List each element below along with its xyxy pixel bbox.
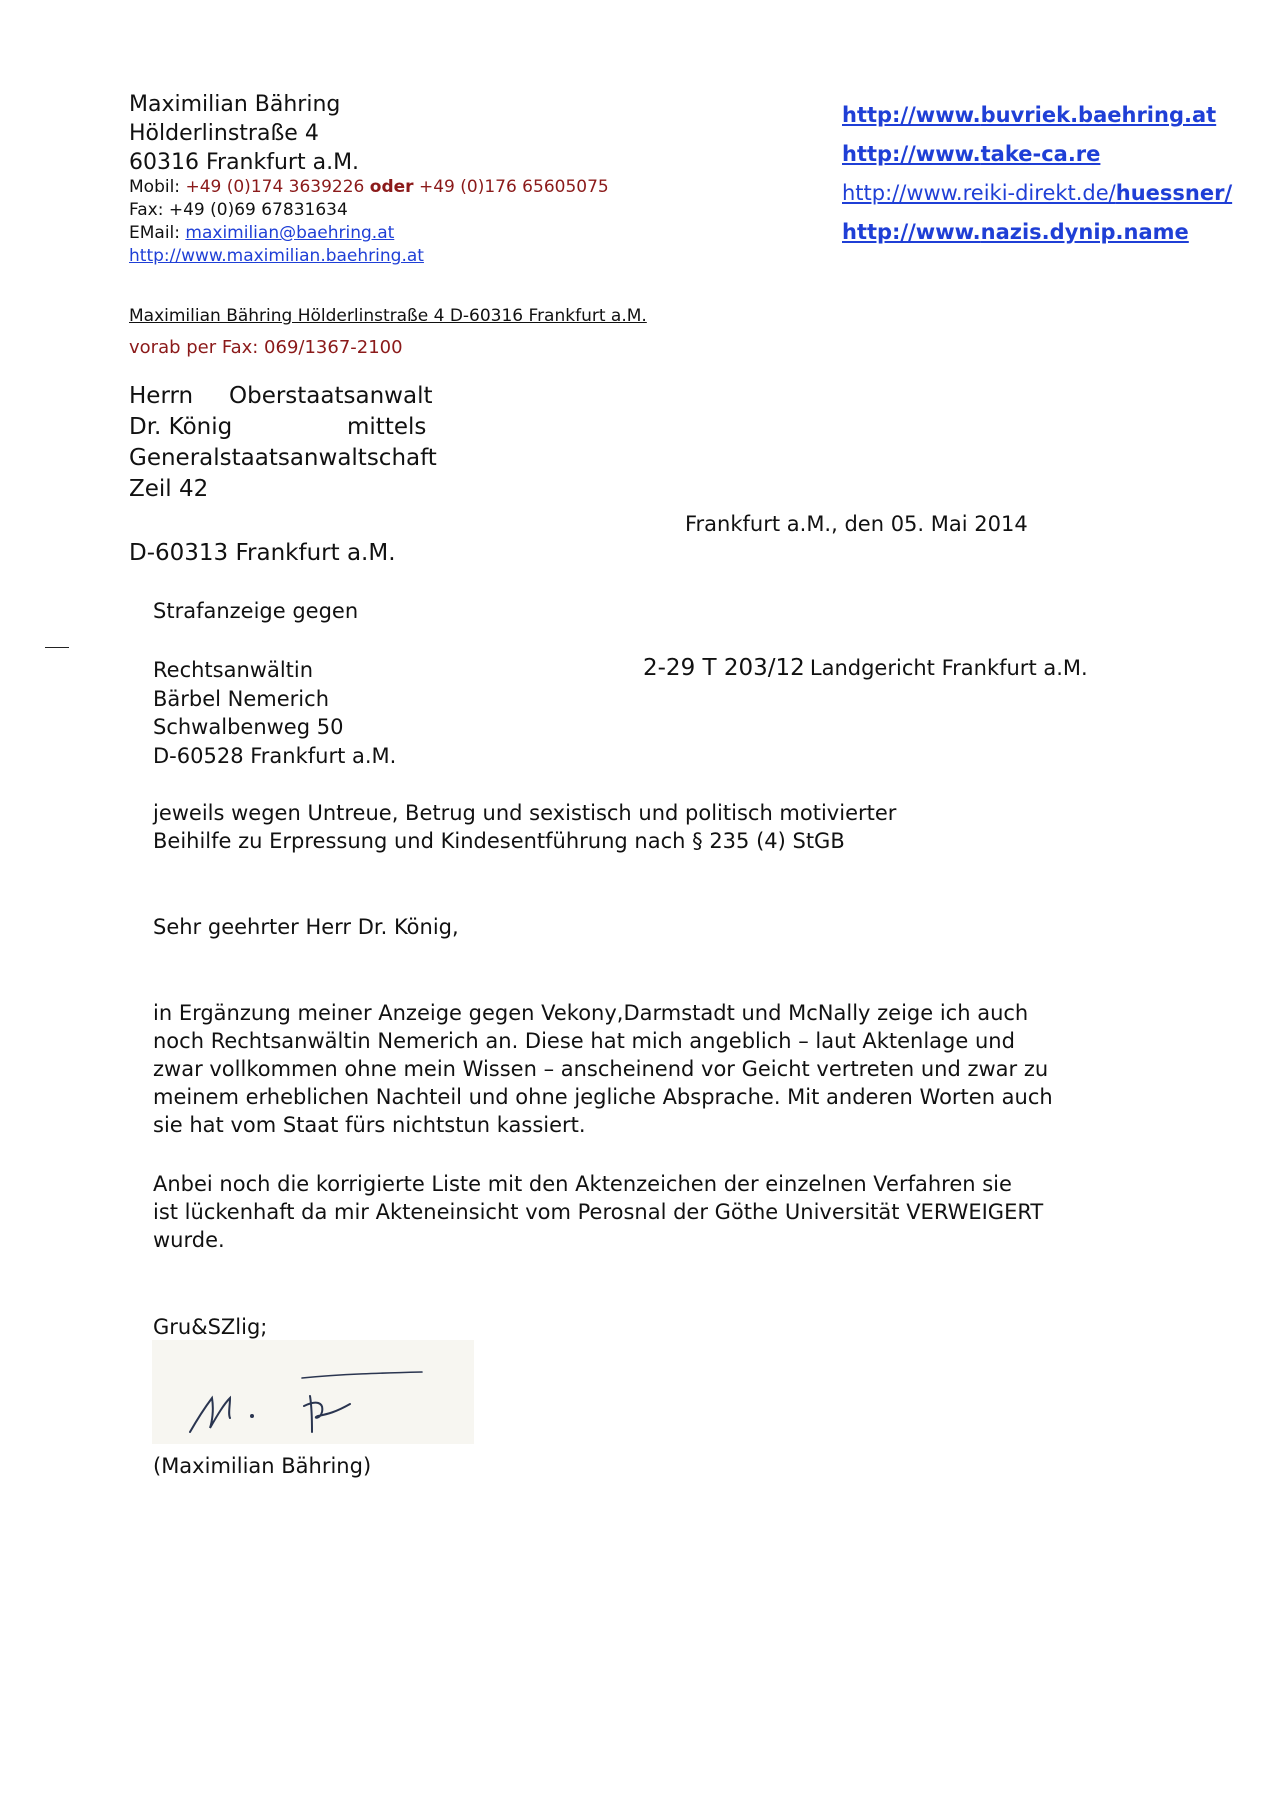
signature-scribble (152, 1340, 474, 1444)
closing: Gru&SZlig; (153, 1315, 268, 1339)
recipient-org: Generalstaatsanwaltschaft (129, 445, 437, 471)
paragraph-2-line: ist lückenhaft da mir Akteneinsicht vom Perosnal der Göthe Universität VERWEIGERT (153, 1200, 1044, 1224)
charges-line-2: Beihilfe zu Erpressung und Kindesentführung nach § 235 (4) StGB (153, 829, 845, 853)
recipient-street: Zeil 42 (129, 476, 209, 502)
paragraph-1-line: sie hat vom Staat fürs nichtstun kassiert. (153, 1113, 586, 1137)
link-buvriek[interactable]: http://www.buvriek.baehring.at (842, 103, 1217, 127)
link-take-care[interactable]: http://www.take-ca.re (842, 142, 1101, 166)
sender-city: 60316 Frankfurt a.M. (129, 150, 360, 175)
signature-image (152, 1340, 474, 1444)
link-reiki[interactable]: http://www.reiki-direkt.de/huessner/ (842, 181, 1233, 205)
paragraph-1-line: meinem erheblichen Nachteil und ohne jegliche Absprache. Mit anderen Worten auch (153, 1085, 1053, 1109)
fold-mark (45, 647, 69, 648)
sender-website-link[interactable]: http://www.maximilian.baehring.at (129, 246, 424, 266)
mobil-oder: oder (369, 177, 414, 197)
sender-mobil (129, 176, 609, 199)
link-nazis[interactable]: http://www.nazis.dynip.name (842, 220, 1189, 244)
sender-fax (129, 199, 348, 222)
recipient-title: Oberstaatsanwalt (229, 383, 433, 409)
fax-number: +49 (0)69 67831634 (168, 200, 348, 220)
case-reference (643, 655, 1088, 681)
mobil-label: Mobil: (129, 177, 181, 197)
sender-street: Hölderlinstraße 4 (129, 121, 319, 146)
accused-name: Bärbel Nemerich (153, 687, 329, 711)
return-address: Maximilian Bähring Hölderlinstraße 4 D-60316 Frankfurt a.M. (129, 306, 647, 326)
charges-line-1: jeweils wegen Untreue, Betrug und sexistisch und politisch motivierter (153, 801, 897, 825)
recipient-name: Dr. König (129, 414, 233, 440)
email-label: EMail: (129, 223, 180, 243)
mobil-number-2: +49 (0)176 65605075 (418, 177, 609, 197)
recipient-salutation: Herrn (129, 383, 194, 409)
paragraph-1-line: zwar vollkommen ohne mein Wissen – anscheinend vor Geicht vertreten und zwar zu (153, 1057, 1049, 1081)
signature-name: (Maximilian Bähring) (153, 1454, 372, 1478)
recipient-city: D-60313 Frankfurt a.M. (129, 540, 396, 566)
salutation: Sehr geehrter Herr Dr. König, (153, 915, 459, 939)
subject: Strafanzeige gegen (153, 599, 359, 623)
accused-title: Rechtsanwältin (153, 658, 314, 682)
recipient-via: mittels (347, 414, 427, 440)
paragraph-2-line: wurde. (153, 1228, 225, 1252)
email-link[interactable]: maximilian@baehring.at (185, 223, 395, 243)
paragraph-1-line: in Ergänzung meiner Anzeige gegen Vekony,Darmstadt und McNally zeige ich auch (153, 1001, 1029, 1025)
fax-note: vorab per Fax: 069/1367-2100 (129, 337, 403, 358)
paragraph-2-line: Anbei noch die korrigierte Liste mit den Aktenzeichen der einzelnen Verfahren sie (153, 1172, 1012, 1196)
sender-email (129, 222, 394, 245)
letter-date: Frankfurt a.M., den 05. Mai 2014 (685, 512, 1028, 536)
accused-street: Schwalbenweg 50 (153, 715, 344, 739)
case-number: 2-29 T 203/12 (643, 655, 805, 681)
mobil-number-1: +49 (0)174 3639226 (185, 177, 365, 197)
sender-name: Maximilian Bähring (129, 92, 341, 117)
paragraph-1-line: noch Rechtsanwältin Nemerich an. Diese hat mich angeblich – laut Aktenlage und (153, 1029, 1015, 1053)
case-court: Landgericht Frankfurt a.M. (809, 656, 1088, 680)
accused-city: D-60528 Frankfurt a.M. (153, 744, 397, 768)
fax-label: Fax: (129, 200, 164, 220)
